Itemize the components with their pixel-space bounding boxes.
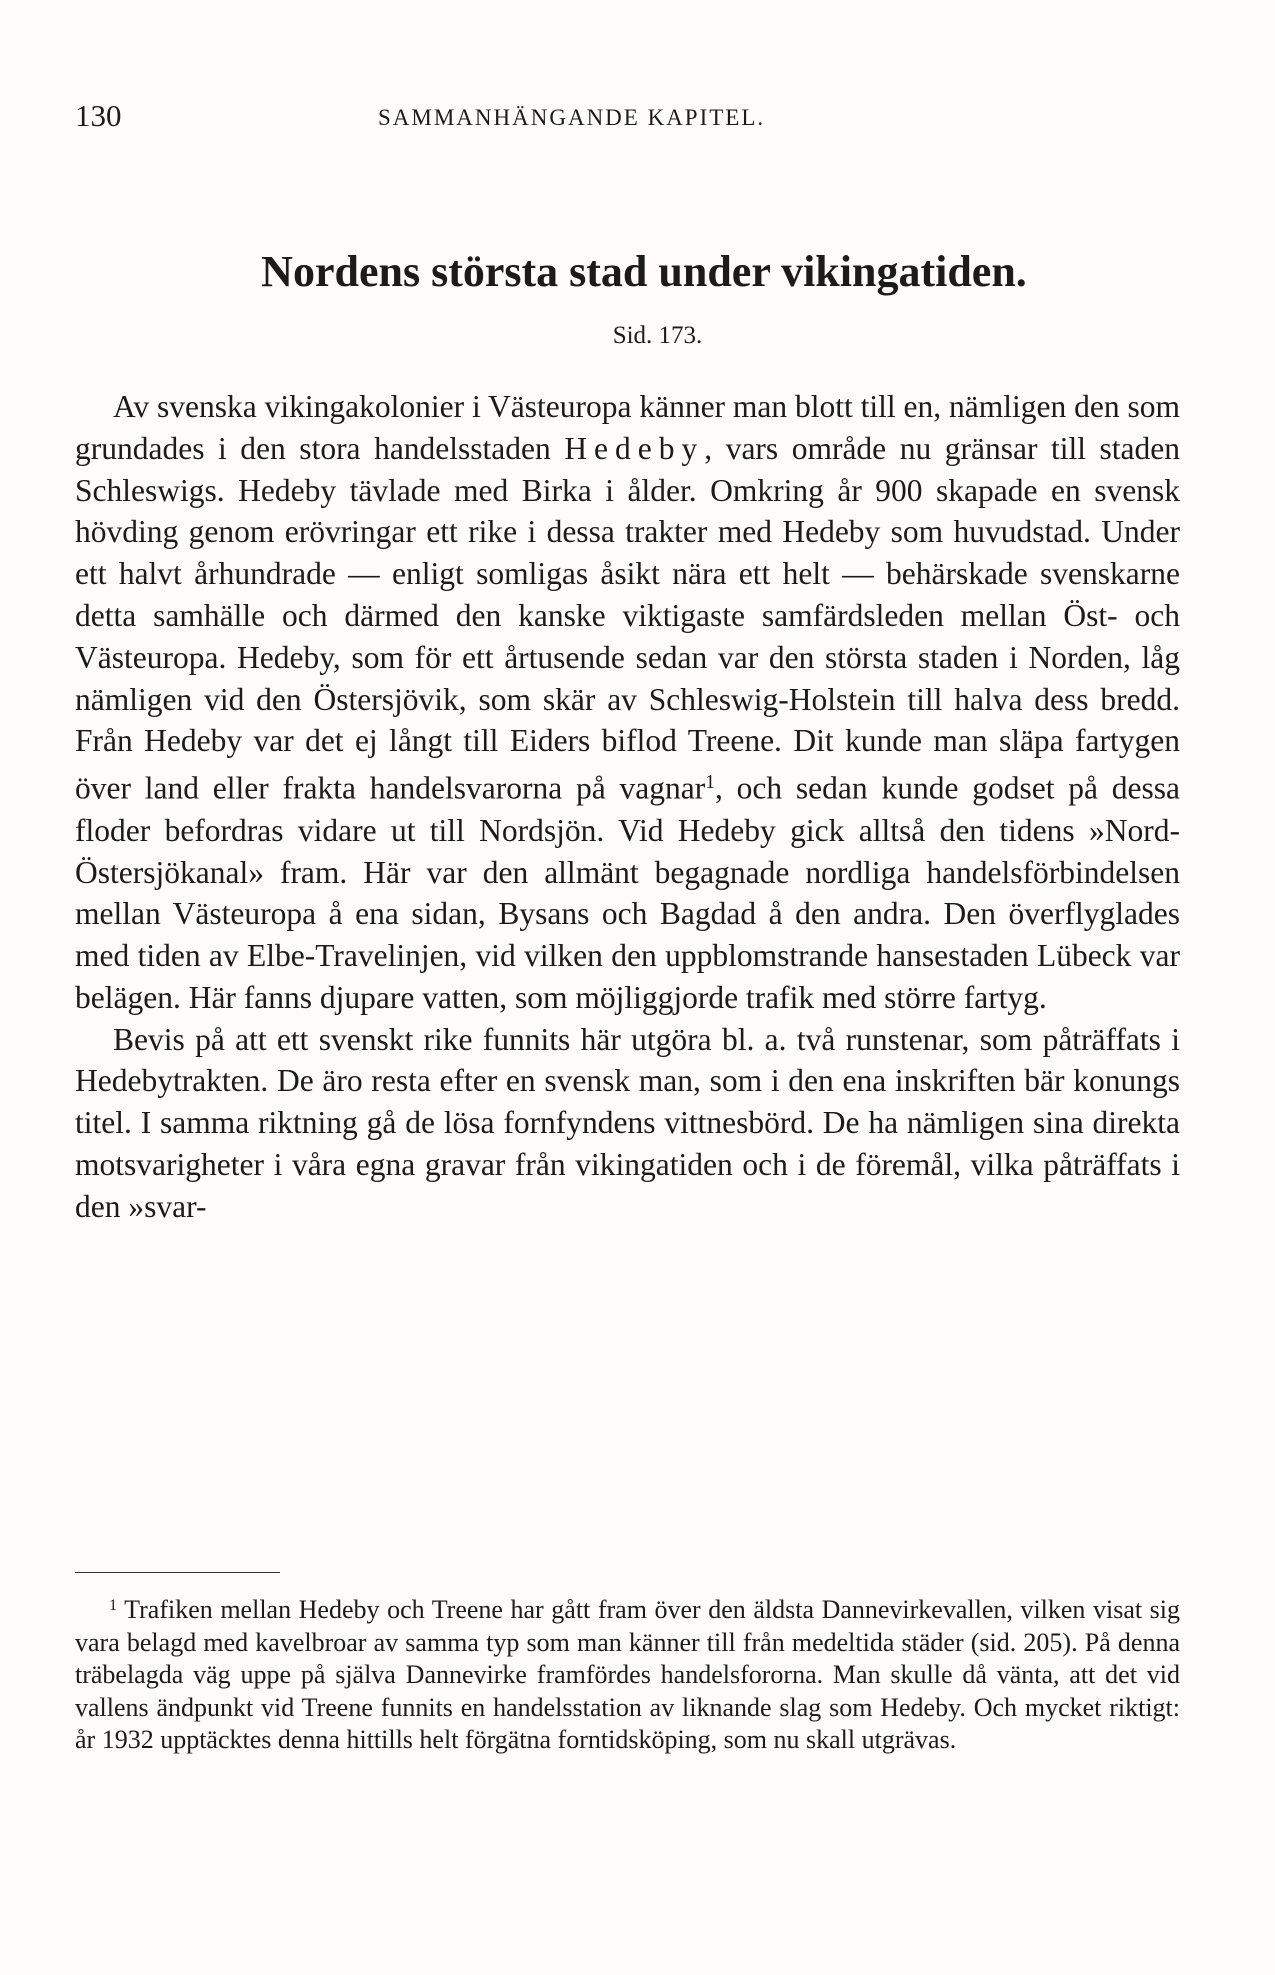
- spaced-name-hedeby: Hedeby: [564, 430, 705, 466]
- running-title: SAMMANHÄNGANDE KAPITEL.: [378, 105, 766, 130]
- footnote-text: Trafiken mellan Hedeby och Treene har gått fram över den äldsta Dannevirkevallen, vilken visat sig vara belagd med kavelbroar av samma typ som man känner till från medeltida städer (sid. 205). På denna träbelagda väg uppe på själva Dannevirke framfördes handelsfororna. Man skulle då vänta, att det vid vallens ändpunkt vid Treene funnits en handelsstation av liknande slag som Hedeby. Och mycket riktigt: år 1932 upptäcktes denna hittills helt förgätna forntidsköping, som nu skall utgrävas.: [75, 1595, 1181, 1755]
- footnote-paragraph: [75, 1590, 1180, 1757]
- paragraph-2: Bevis på att ett svenskt rike funnits här utgöra bl. a. två runstenar, som påträffats i Hedebytrakten. De äro resta efter en svensk man, som i den ena inskriften bär konungs titel. I samma riktning gå de lösa fornfyndens vittnesbörd. De ha nämligen sina direkta motsvarigheter i våra egna gravar från vikingatiden och i de föremål, vilka påträffats i den »svar-: [75, 1021, 1180, 1224]
- page-reference: Sid. 173.: [612, 322, 703, 349]
- footnote: [75, 1590, 1180, 1757]
- paragraph-1-text-c: , och sedan kunde godset på dessa floder befordras vidare ut till Nordsjön. Vid Hedeby gick alltså den tidens »Nord-Östersjökanal» fram. Här var den allmänt begagnade nordliga handelsförbindelsen mellan Västeuropa å ena sidan, Bysans och Bagdad å den andra. Den överflyglades med tiden av Elbe-Travelinjen, vid vilken den uppblomstrande hansestaden Lübeck var belägen. Här fanns djupare vatten, som möjliggjorde trafik med större fartyg.: [75, 770, 1181, 1015]
- footnote-rule: [75, 1572, 280, 1573]
- footnote-mark: 1: [109, 1597, 118, 1614]
- paragraph-1-text-a: Av svenska vikingakolonier i Västeuropa känner man blott till en, nämligen den som grundades i den stora handelsstaden: [75, 389, 1180, 466]
- paragraph-1-text-b: , vars område nu gränsar till staden Schleswigs. Hedeby tävlade med Birka i ålder. Omkring år 900 skapade en svensk hövding genom erövringar ett rike i dessa trakter med Hedeby som huvudstad. Under ett halvt århundrade — enligt somligas åsikt nära ett helt — behärskade svenskarne detta samhälle och därmed den kanske viktigaste samfärdsleden mellan Öst- och Västeuropa. Hedeby, som för ett årtusende sedan var den största staden i Norden, låg nämligen vid den Östersjövik, som skär av Schleswig-Holstein till halva dess bredd. Från Hedeby var det ej långt till Eiders biflod Treene. Dit kunde man släpa fartygen över land eller frakta handelsvarorna på vagnar: [75, 430, 1180, 806]
- page-number: 130: [75, 98, 122, 133]
- body-text: [75, 386, 1180, 1228]
- chapter-title: Nordens största stad under vikingatiden.: [261, 247, 1027, 296]
- paragraph-1: [75, 386, 1180, 1019]
- footnote-reference: 1: [705, 772, 715, 794]
